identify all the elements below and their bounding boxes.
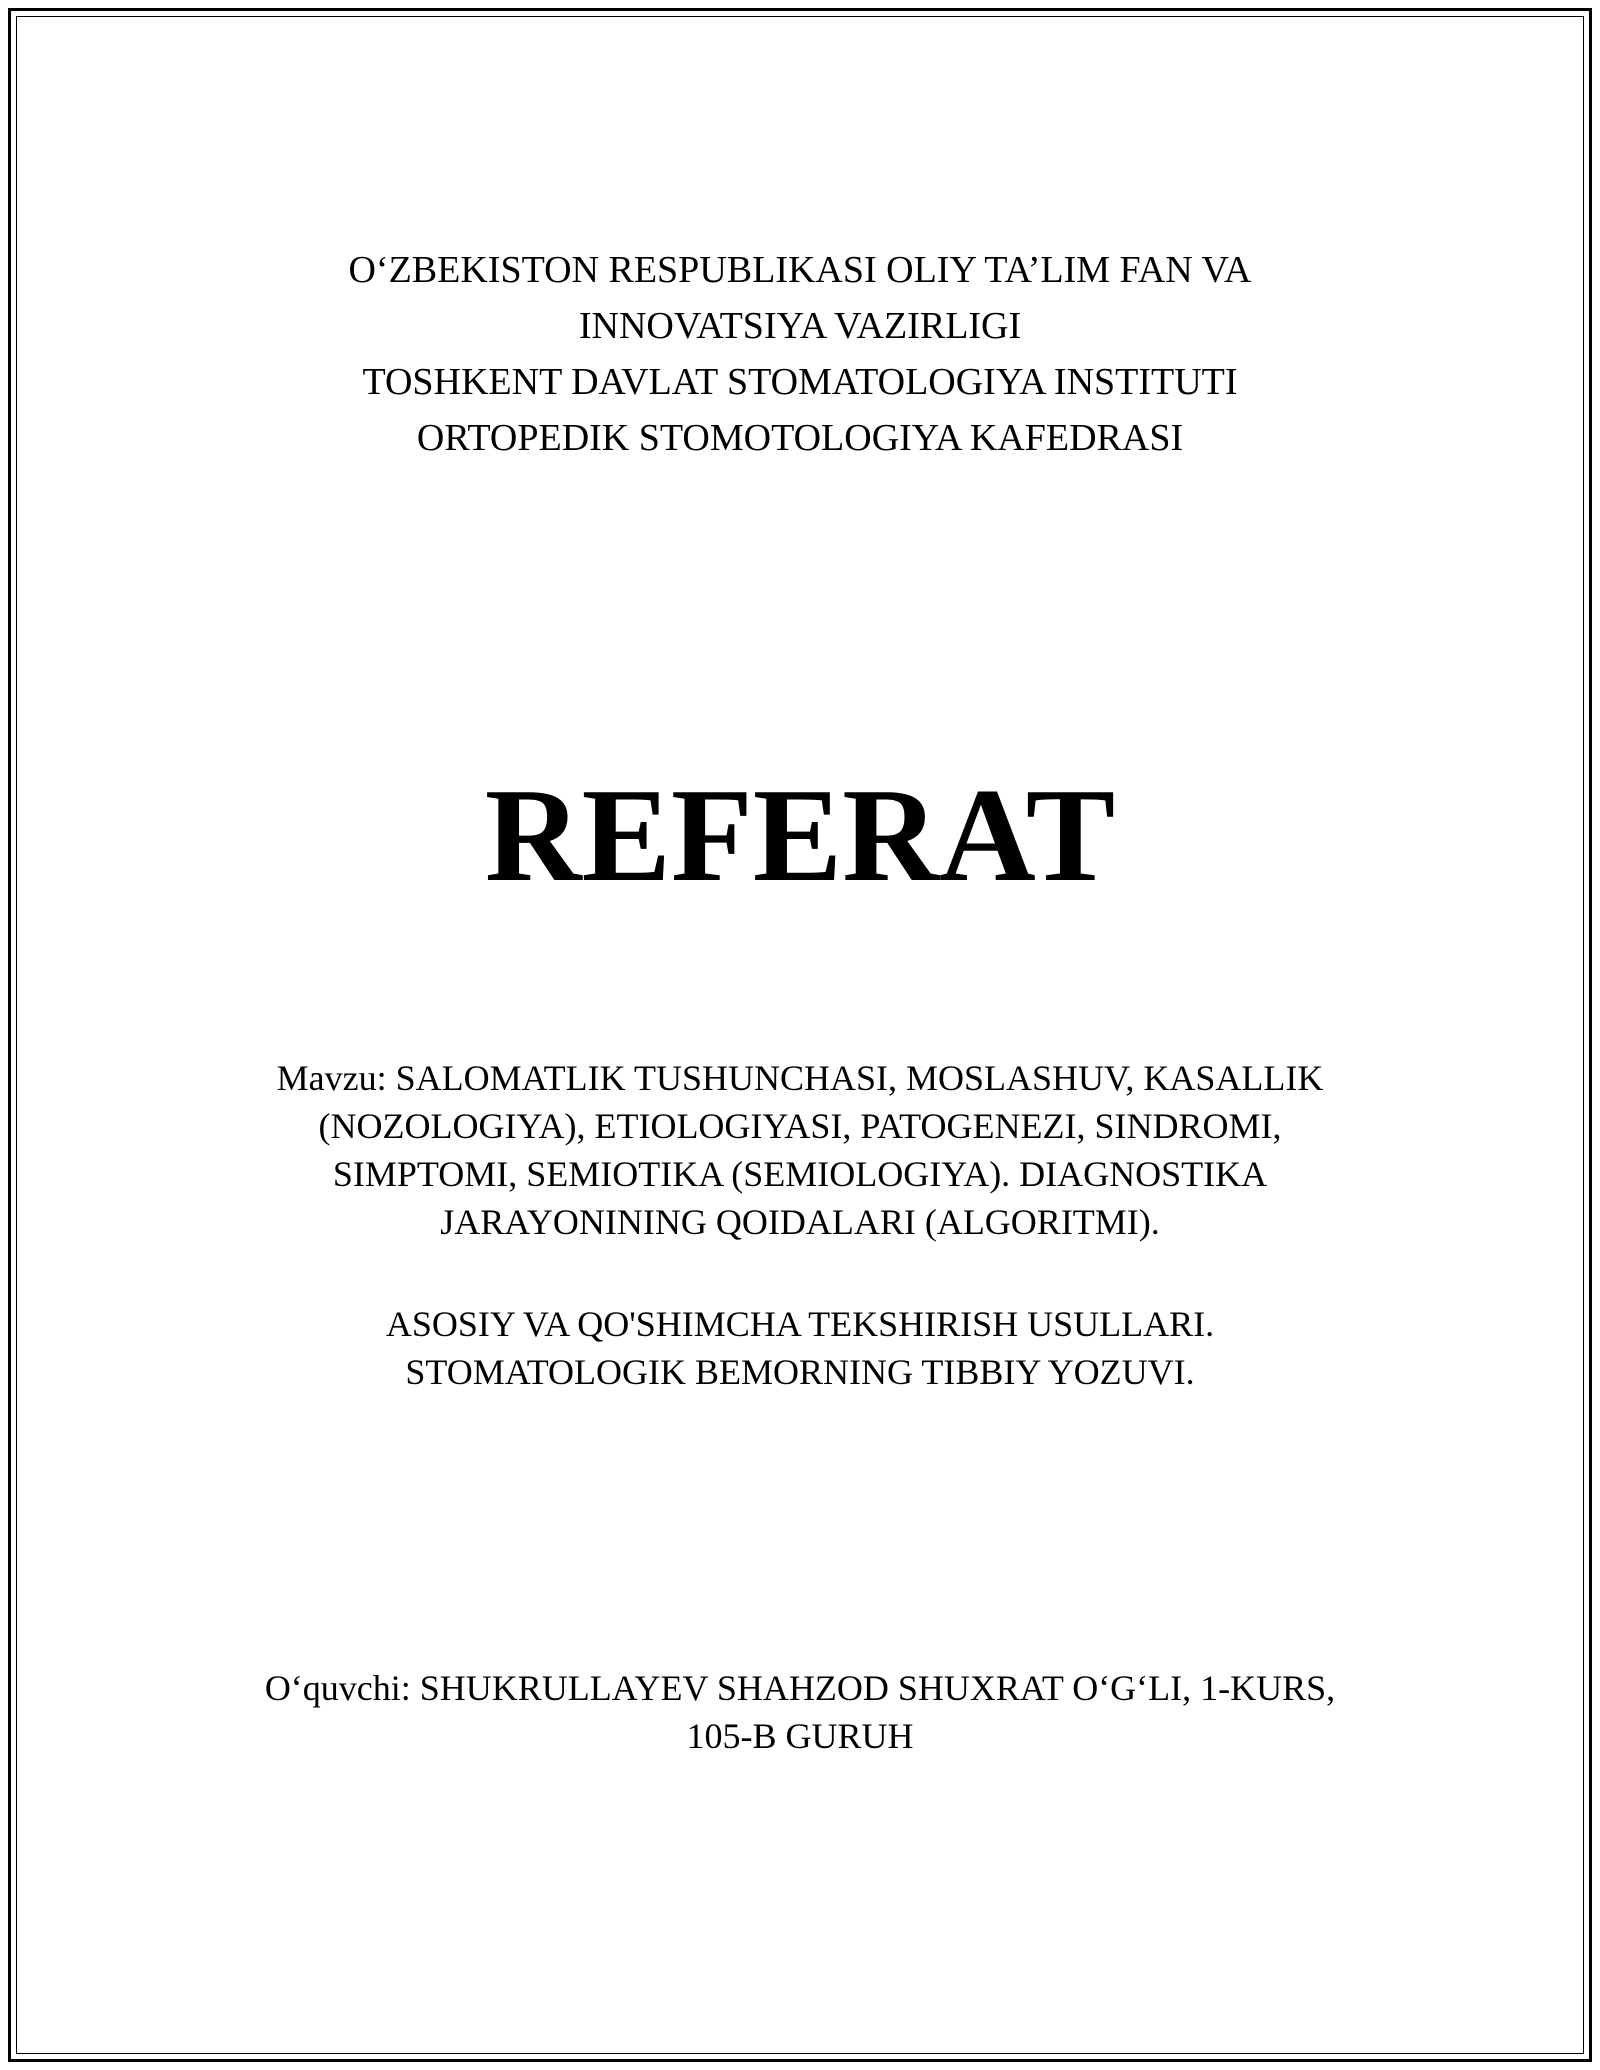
topic-line-1: Mavzu: SALOMATLIK TUSHUNCHASI, MOSLASHUV, KASALLIK	[276, 1058, 1324, 1098]
header-line-ministry-2: INNOVATSIYA VAZIRLIGI	[578, 305, 1022, 347]
topic-section	[0, 1054, 1600, 1246]
institution-header	[0, 242, 1600, 466]
topic-line-3: SIMPTOMI, SEMIOTIKA (SEMIOLOGIYA). DIAGNOSTIKA	[332, 1154, 1268, 1194]
document-title: REFERAT	[484, 761, 1116, 909]
student-info	[0, 1664, 1600, 1760]
header-line-institute: TOSHKENT DAVLAT STOMATOLOGIYA INSTITUTI	[362, 361, 1238, 403]
student-line-1: O‘quvchi: SHUKRULLAYEV SHAHZOD SHUXRAT O‘G‘LI, 1-KURS,	[264, 1668, 1336, 1708]
methods-line-1: ASOSIY VA QO'SHIMCHA TEKSHIRISH USULLARI.	[385, 1304, 1215, 1344]
header-line-department: ORTOPEDIK STOMOTOLOGIYA KAFEDRASI	[416, 417, 1184, 459]
student-line-2: 105-B GURUH	[686, 1716, 914, 1756]
topic-line-4: JARAYONINING QOIDALARI (ALGORITMI).	[440, 1202, 1160, 1242]
header-line-ministry-1: O‘ZBEKISTON RESPUBLIKASI OLIY TA’LIM FAN VA	[348, 249, 1252, 291]
methods-line-2: STOMATOLOGIK BEMORNING TIBBIY YOZUVI.	[405, 1352, 1195, 1392]
topic-line-2: (NOZOLOGIYA), ETIOLOGIYASI, PATOGENEZI, SINDROMI,	[318, 1106, 1282, 1146]
methods-section	[0, 1300, 1600, 1396]
